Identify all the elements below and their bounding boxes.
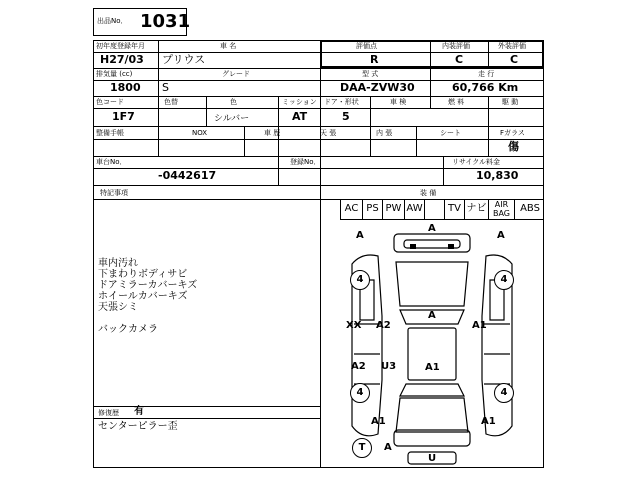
equipment-pw: PW	[383, 200, 405, 220]
seat-header: シート	[440, 129, 461, 137]
grade-value: S	[162, 81, 169, 94]
exterior-eval-header: 外装評価	[498, 42, 526, 50]
repair-history-value: 有	[134, 406, 144, 417]
damage-front-center: A	[428, 223, 436, 234]
mileage-value: 60,766 Km	[452, 81, 519, 94]
damage-left-rear-door: A2	[351, 361, 366, 372]
manual-header: 整備手帳	[96, 129, 124, 137]
damage-roof: A1	[425, 362, 440, 373]
equipment-ps: PS	[363, 200, 383, 220]
displacement-header: 排気量 (cc)	[96, 70, 133, 78]
first-reg-header: 初年度登録年月	[96, 42, 145, 50]
door-shape-value: 5	[342, 110, 350, 123]
repair-history-header: 修復歴	[98, 409, 119, 417]
repair-note: センターピラー歪	[98, 421, 178, 432]
displacement-value: 1800	[110, 81, 141, 94]
damage-left-center-pillar: U3	[381, 361, 397, 372]
reg-no-header: 登録No．	[290, 158, 321, 166]
damage-hood: A	[428, 310, 436, 321]
transmission-value: AT	[292, 110, 308, 123]
first-reg-value: H27/03	[100, 53, 144, 66]
damage-front-right: A	[497, 230, 505, 241]
lot-number-label: 出品No．	[97, 17, 128, 25]
f-glass-header: Fガラス	[500, 129, 525, 137]
exterior-eval-value: C	[510, 53, 519, 66]
nox-header: NOX	[192, 129, 208, 137]
grade-header: グレード	[222, 70, 250, 78]
damage-front-left: A	[356, 230, 364, 241]
chassis-no-value: -0442617	[158, 169, 217, 182]
interior-header: 内 張	[376, 129, 393, 137]
equipment-row	[340, 200, 544, 220]
color-header: 色	[230, 98, 237, 106]
interior-eval-header: 内装評価	[442, 42, 470, 50]
note-line-4: ホイールカバーキズ	[98, 291, 188, 302]
tire-rear-left: 4	[350, 383, 370, 403]
damage-left-rear-fender: A1	[371, 416, 386, 427]
equipment-aw: AW	[405, 200, 425, 220]
history-header: 車 歴	[264, 129, 281, 137]
note-line-2: 下まわりボディサビ	[98, 269, 188, 280]
chassis-no-header: 車台No．	[96, 158, 127, 166]
color-scheme-header: 色替	[164, 98, 178, 106]
note-line-3: ドアミラーカバーキズ	[98, 280, 198, 291]
damage-right-front-fender: A1	[472, 320, 487, 331]
note-line-1: 車内汚れ	[98, 258, 138, 269]
car-name-header: 車 名	[220, 42, 237, 50]
note-line-5: 天張シミ	[98, 302, 138, 313]
door-shape-header: ドア・形状	[324, 98, 359, 106]
color-code-header: 色コード	[96, 98, 124, 106]
spare-tire: T	[352, 438, 372, 458]
inspection-header: 車 検	[390, 98, 407, 106]
car-damage-diagram	[322, 220, 542, 466]
interior-eval-value: C	[455, 53, 464, 66]
equipment-tv: TV	[445, 200, 465, 220]
eval-score-value: R	[370, 53, 379, 66]
equipment-ac: AC	[341, 200, 363, 220]
front-bumper-outline	[394, 234, 470, 252]
ceiling-header: 天 張	[320, 129, 337, 137]
f-glass-value: 傷	[508, 140, 519, 153]
notes-header: 特記事項	[100, 189, 128, 197]
note-line-7: バックカメラ	[98, 324, 158, 335]
damage-left-front-fender: A2	[376, 320, 391, 331]
color-value: シルバー	[214, 114, 250, 124]
recycle-fee-value: 10,830	[476, 169, 519, 182]
model-header: 型 式	[362, 70, 379, 78]
hood-outline	[396, 262, 468, 306]
color-code-value: 1F7	[112, 110, 135, 123]
transmission-header: ミッション	[282, 98, 317, 106]
fuel-header: 燃 料	[448, 98, 465, 106]
drive-header: 駆 動	[502, 98, 519, 106]
model-value: DAA-ZVW30	[340, 81, 415, 94]
damage-rear-bottom: U	[428, 453, 437, 464]
mileage-header: 走 行	[478, 70, 495, 78]
tire-front-left: 4	[350, 270, 370, 290]
car-name-value: プリウス	[162, 53, 206, 66]
tire-rear-right: 4	[494, 383, 514, 403]
damage-left-front-pillar: XX	[346, 320, 362, 331]
tire-front-right: 4	[494, 270, 514, 290]
recycle-fee-header: リサイクル料金	[452, 158, 501, 166]
equipment-abs: ABS	[520, 203, 540, 214]
rear-hatch-outline	[396, 398, 468, 432]
equipment-airbag: AIR BAG	[489, 200, 515, 220]
lot-number: 1031	[140, 11, 191, 32]
damage-rear-left: A	[384, 442, 392, 453]
equipment-header: 装 備	[420, 189, 437, 197]
damage-right-rear-fender: A1	[481, 416, 496, 427]
equipment-blank	[425, 200, 445, 220]
eval-score-header: 評価点	[356, 42, 377, 50]
equipment-navi: ナビ	[465, 200, 489, 220]
